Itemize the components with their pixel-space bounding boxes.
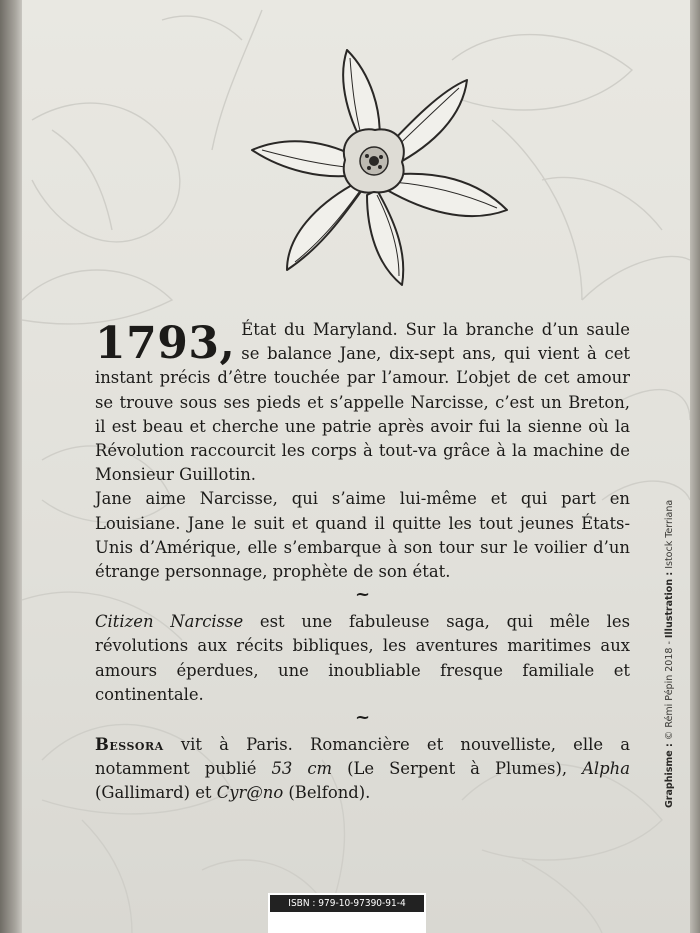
bio-book-2: Alpha — [582, 759, 630, 779]
bio-book-3: Cyr@no — [216, 783, 284, 803]
tilde-separator-2: ~ — [354, 707, 371, 729]
credits-graphisme-label: Graphisme : — [664, 743, 675, 808]
tagline-text: est une fabuleuse saga, qui mêle les révolutions aux récits bibliques, les aventures maritimes aux amours éperdues, une inoubliable fresque familiale et continentale. — [95, 612, 631, 704]
tagline-paragraph — [95, 610, 630, 707]
credits-line — [664, 500, 675, 808]
back-cover — [22, 0, 690, 933]
intro-paragraph — [95, 318, 630, 487]
book-title: Citizen Narcisse — [95, 612, 244, 632]
tilde-separator: ~ — [354, 584, 371, 606]
cover-right-edge — [690, 0, 700, 933]
narcissus-flower-drawing — [227, 40, 517, 300]
bio-text-3: (Gallimard) et — [95, 783, 217, 803]
bio-text-4: (Belfond). — [283, 783, 371, 803]
bio-text-1: vit à Paris. Romancière et nouvelliste, elle a notamment publié — [95, 735, 630, 779]
book-spine-edge — [0, 0, 22, 933]
isbn-label: ISBN : 979-10-97390-91-4 — [270, 895, 424, 912]
credits-illustration-label: Illustration : — [664, 571, 675, 639]
year-drop-cap: 1793, — [95, 318, 236, 369]
author-name: Bessora — [95, 735, 164, 755]
second-paragraph: Jane aime Narcisse, qui s’aime lui-même et qui part en Louisiane. Jane le suit et quand il quitte les tout jeunes États-Unis d’Amérique, elle s’embarque à son tour sur le voilier d’un étrange personnage, prophète de son état. — [95, 489, 630, 582]
author-bio — [95, 733, 630, 806]
bio-text-2: (Le Serpent à Plumes), — [332, 759, 583, 779]
credits-graphisme-value: © Rémi Pépin 2018 - — [664, 638, 675, 744]
credits-illustration-value: Istock Terriana — [664, 499, 675, 572]
intro-text: État du Maryland. Sur la branche d’un saule se balance Jane, dix-sept ans, qui vient à cet instant précis d’être touchée par l’amour. L’objet de cet amour se trouve sous ses pieds et s’appelle Narcisse, c’est un Breton, il est beau et cherche une patrie après avoir fui la sienne où la Révolution raccourcit les corps à tout-va grâce à la machine de Monsieur Guillotin. — [95, 320, 630, 485]
back-cover-text — [95, 318, 630, 806]
bio-book-1: 53 cm — [271, 759, 333, 779]
